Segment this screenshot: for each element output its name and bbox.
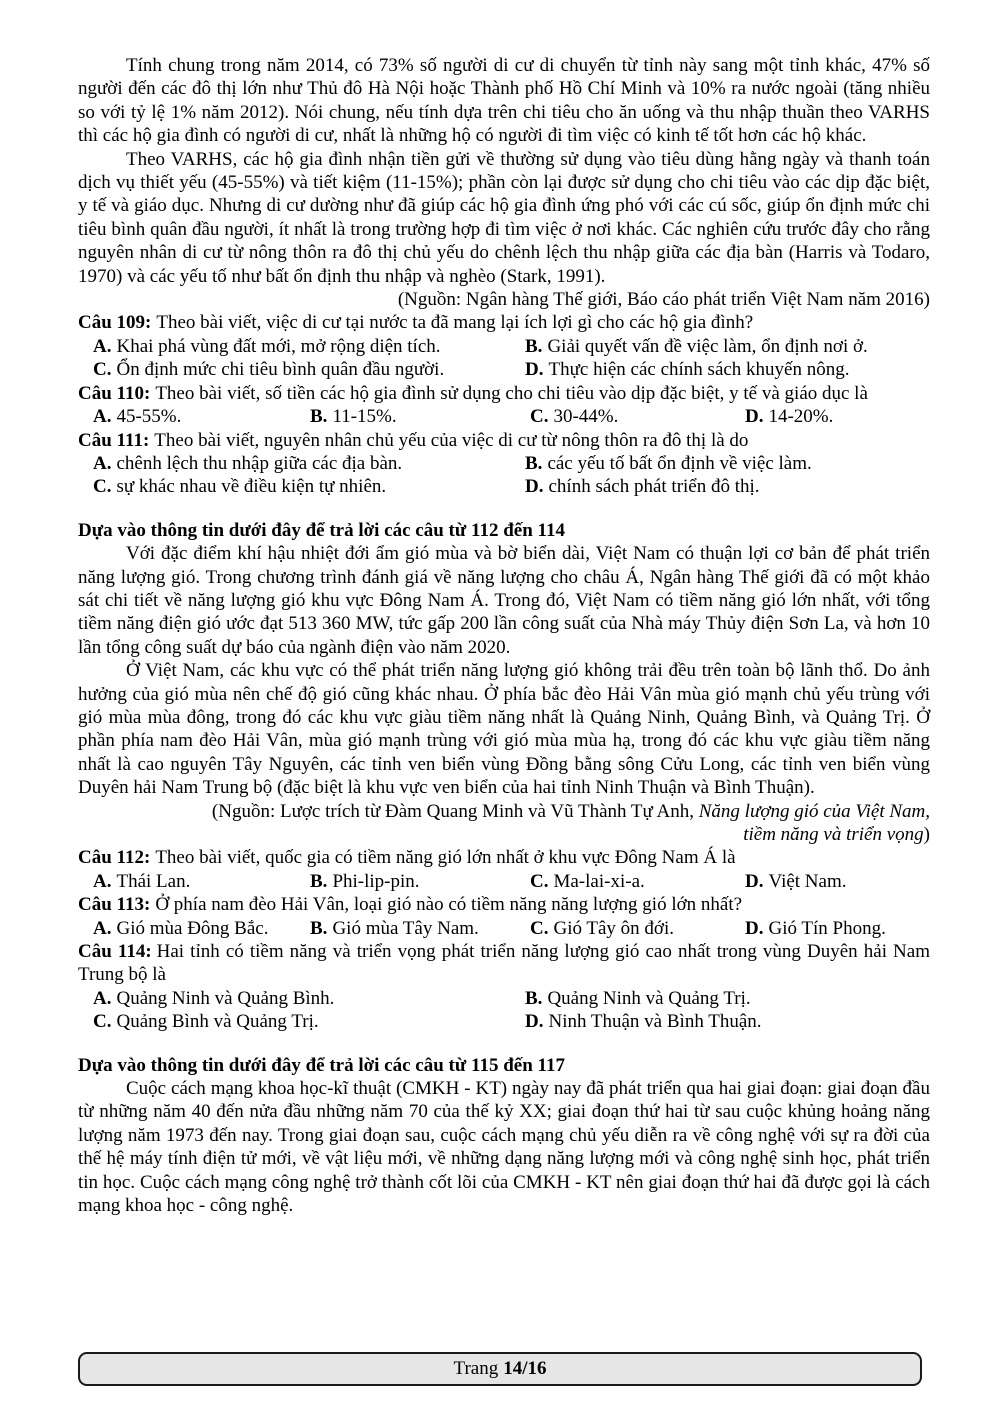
option-112-c-text: Ma-lai-xi-a. bbox=[553, 870, 645, 892]
option-110-d-text: 14-20%. bbox=[768, 406, 834, 428]
option-110-c-letter: C. bbox=[530, 406, 549, 428]
option-113-d-text: Gió Tín Phong. bbox=[768, 917, 886, 939]
option-114-b bbox=[525, 987, 930, 1010]
passage-wind-paragraph-2: Ở Việt Nam, các khu vực có thể phát triển năng lượng gió không trải đều trên toàn bộ lãnh thổ. Do ảnh hưởng của gió mùa nên chế độ gió cũng khác nhau. Ở phía bắc đèo Hải Vân mùa gió mạnh chủ yếu trùng với gió mùa mùa đông, trong đó các khu vực giàu tiềm năng nhất là Quảng Ninh, Quảng Bình, và Quảng Trị. Ở phần phía nam đèo Hải Vân, mùa gió mạnh trùng với gió mùa mùa hạ, trong đó các khu vực giàu tiềm năng nhất là cao nguyên Tây Nguyên, các tỉnh ven biển vùng Đồng bằng sông Cửu Long, các tỉnh ven biển vùng Duyên hải Nam Trung bộ (đặc biệt là khu vực ven biển của hai tỉnh Ninh Thuận và Bình Thuận). bbox=[78, 660, 930, 799]
question-114-text: Hai tỉnh có tiềm năng và triển vọng phát triển năng lượng gió cao nhất trong vùng Duyên hải Nam Trung bộ là bbox=[78, 941, 930, 986]
option-113-d bbox=[745, 917, 930, 940]
option-114-c-text: Quảng Bình và Quảng Trị. bbox=[116, 1011, 319, 1033]
option-114-b-letter: B. bbox=[525, 987, 543, 1009]
option-112-a-text: Thái Lan. bbox=[116, 870, 191, 892]
passage-migration-paragraph-1: Tính chung trong năm 2014, có 73% số người di cư di chuyển từ tỉnh này sang một tỉnh khác, 47% số người đến các đô thị lớn như Thủ đô Hà Nội hoặc Thành phố Hồ Chí Minh và 10% ra nước ngoài (tăng nhiều so với tỷ lệ 1% năm 2012). Nói chung, nếu tính dựa trên chi tiêu cho ăn uống và thu nhập thuần theo VARHS thì các hộ gia đình có người di cư, nhất là những hộ có người đi tìm việc có kinh tế tốt hơn các hộ khác. bbox=[78, 55, 930, 147]
option-109-d bbox=[525, 358, 930, 381]
passage-wind-source-title-part-2: tiềm năng và triển vọng bbox=[743, 824, 924, 845]
question-112-label: Câu 112: bbox=[78, 847, 151, 869]
option-113-a-text: Gió mùa Đông Bắc. bbox=[116, 917, 269, 939]
option-112-a-letter: A. bbox=[93, 870, 112, 892]
option-109-b bbox=[525, 335, 930, 358]
question-112-options bbox=[78, 870, 930, 893]
question-110 bbox=[78, 382, 930, 405]
question-113-text: Ở phía nam đèo Hải Vân, loại gió nào có tiềm năng năng lượng gió lớn nhất? bbox=[155, 894, 743, 916]
page-footer-prefix: Trang bbox=[453, 1358, 499, 1380]
option-110-d-letter: D. bbox=[745, 406, 764, 428]
passage-science-paragraph-1: Cuộc cách mạng khoa học-kĩ thuật (CMKH - KT) ngày nay đã phát triển qua hai giai đoạn: giai đoạn đầu từ những năm 40 đến nửa đầu những năm 70 của thế kỷ XX; giai đoạn thứ hai từ sau cuộc khủng hoảng năng lượng năm 1973 đến nay. Trong giai đoạn sau, cuộc cách mạng chủ yếu diễn ra về công nghệ với sự ra đời của thế hệ máy tính điện tử mới, về vật liệu mới, về những dạng năng lượng mới và công nghệ sinh học, phát triển tin học. Cuộc cách mạng công nghệ trở thành cốt lõi của CMKH - KT nên giai đoạn thứ hai đã được gọi là cách mạng khoa học - công nghệ. bbox=[78, 1078, 930, 1217]
question-114-label: Câu 114: bbox=[78, 941, 152, 963]
option-111-a bbox=[93, 452, 525, 475]
option-109-a-text: Khai phá vùng đất mới, mở rộng diện tích. bbox=[116, 335, 441, 357]
passage-wind-source-suffix: ) bbox=[923, 824, 930, 845]
question-111 bbox=[78, 429, 930, 452]
option-109-b-letter: B. bbox=[525, 335, 543, 357]
passage-wind-source-line-1 bbox=[78, 800, 930, 823]
passage-migration-source: (Nguồn: Ngân hàng Thế giới, Báo cáo phát triển Việt Nam năm 2016) bbox=[397, 289, 930, 311]
option-111-d bbox=[525, 475, 930, 498]
option-110-c bbox=[530, 405, 745, 428]
option-113-a-letter: A. bbox=[93, 917, 112, 939]
section-wind-heading: Dựa vào thông tin dưới đây để trả lời các câu từ 112 đến 114 bbox=[78, 519, 565, 541]
question-109-text: Theo bài viết, việc di cư tại nước ta đã mang lại ích lợi gì cho các hộ gia đình? bbox=[156, 312, 754, 334]
passage-wind-source-prefix: (Nguồn: Lược trích từ Đàm Quang Minh và Vũ Thành Tự Anh, bbox=[211, 800, 699, 822]
option-113-c bbox=[530, 917, 745, 940]
question-109-options bbox=[78, 335, 930, 382]
option-109-b-text: Giải quyết vấn đề việc làm, ổn định nơi ở. bbox=[547, 335, 868, 357]
option-114-c-letter: C. bbox=[93, 1011, 112, 1033]
option-109-c-letter: C. bbox=[93, 359, 112, 381]
option-113-c-letter: C. bbox=[530, 917, 549, 939]
option-110-b bbox=[310, 405, 530, 428]
option-114-d bbox=[525, 1010, 930, 1033]
option-111-c bbox=[93, 475, 525, 498]
option-113-d-letter: D. bbox=[745, 917, 764, 939]
option-114-b-text: Quảng Ninh và Quảng Trị. bbox=[547, 987, 751, 1009]
option-114-c bbox=[93, 1010, 525, 1033]
option-111-b-text: các yếu tố bất ổn định về việc làm. bbox=[547, 452, 812, 474]
option-112-c-letter: C. bbox=[530, 870, 549, 892]
page-number: 14/16 bbox=[503, 1358, 547, 1380]
passage-wind-paragraph-1: Với đặc điểm khí hậu nhiệt đới ẩm gió mùa và bờ biển dài, Việt Nam có thuận lợi cơ bản để phát triển năng lượng gió. Trong chương trình đánh giá về năng lượng cho châu Á, Ngân hàng Thế giới đã có một khảo sát chi tiết về năng lượng gió khu vực Đông Nam Á. Trong đó, Việt Nam có tiềm năng gió lớn nhất, với tổng tiềm năng điện gió ước đạt 513 360 MW, tức gấp 200 lần công suất của Nhà máy Thủy điện Sơn La, và hơn 10 lần tổng công suất dự báo của ngành điện vào năm 2020. bbox=[78, 543, 930, 658]
option-109-a bbox=[93, 335, 525, 358]
option-110-a-text: 45-55%. bbox=[116, 406, 182, 428]
option-113-b bbox=[310, 917, 530, 940]
question-111-text: Theo bài viết, nguyên nhân chủ yếu của việc di cư từ nông thôn ra đô thị là do bbox=[154, 429, 749, 451]
question-113-label: Câu 113: bbox=[78, 894, 151, 916]
option-113-c-text: Gió Tây ôn đới. bbox=[553, 917, 675, 939]
option-112-b bbox=[310, 870, 530, 893]
option-112-d-letter: D. bbox=[745, 870, 764, 892]
passage-wind-source-line-2 bbox=[78, 823, 930, 846]
option-111-a-letter: A. bbox=[93, 452, 112, 474]
option-111-c-letter: C. bbox=[93, 476, 112, 498]
option-114-a bbox=[93, 987, 525, 1010]
option-112-b-letter: B. bbox=[310, 870, 328, 892]
option-113-a bbox=[93, 917, 310, 940]
question-114-options bbox=[78, 987, 930, 1034]
option-113-b-letter: B. bbox=[310, 917, 328, 939]
question-110-text: Theo bài viết, số tiền các hộ gia đình sử dụng cho chi tiêu vào dịp đặc biệt, y tế và giáo dục là bbox=[155, 382, 868, 404]
option-114-d-letter: D. bbox=[525, 1011, 544, 1033]
question-111-label: Câu 111: bbox=[78, 429, 150, 451]
option-111-c-text: sự khác nhau về điều kiện tự nhiên. bbox=[116, 476, 387, 498]
question-112-text: Theo bài viết, quốc gia có tiềm năng gió lớn nhất ở khu vực Đông Nam Á là bbox=[155, 847, 736, 869]
question-112 bbox=[78, 846, 930, 869]
option-111-b-letter: B. bbox=[525, 452, 543, 474]
page-footer bbox=[78, 1352, 922, 1386]
section-science-heading: Dựa vào thông tin dưới đây để trả lời các câu từ 115 đến 117 bbox=[78, 1054, 565, 1076]
option-111-a-text: chênh lệch thu nhập giữa các địa bàn. bbox=[116, 452, 403, 474]
option-114-d-text: Ninh Thuận và Bình Thuận. bbox=[548, 1011, 762, 1033]
option-111-d-text: chính sách phát triển đô thị. bbox=[548, 476, 760, 498]
option-110-a bbox=[93, 405, 310, 428]
option-112-d bbox=[745, 870, 930, 893]
option-111-b bbox=[525, 452, 930, 475]
question-111-options bbox=[78, 452, 930, 499]
option-110-b-text: 11-15%. bbox=[332, 406, 397, 428]
option-112-b-text: Phi-lip-pin. bbox=[332, 870, 420, 892]
option-111-d-letter: D. bbox=[525, 476, 544, 498]
option-113-b-text: Gió mùa Tây Nam. bbox=[332, 917, 479, 939]
option-109-d-text: Thực hiện các chính sách khuyến nông. bbox=[548, 359, 850, 381]
option-109-d-letter: D. bbox=[525, 359, 544, 381]
question-110-options bbox=[78, 405, 930, 428]
option-110-c-text: 30-44%. bbox=[553, 406, 619, 428]
question-109-label: Câu 109: bbox=[78, 312, 152, 334]
option-110-b-letter: B. bbox=[310, 406, 328, 428]
passage-wind-source-title-part-1: Năng lượng gió của Việt Nam, bbox=[698, 800, 930, 822]
option-110-a-letter: A. bbox=[93, 406, 112, 428]
question-113-options bbox=[78, 917, 930, 940]
option-110-d bbox=[745, 405, 930, 428]
question-109 bbox=[78, 311, 930, 334]
option-109-c-text: Ổn định mức chi tiêu bình quân đầu người. bbox=[116, 359, 445, 381]
option-112-a bbox=[93, 870, 310, 893]
option-114-a-letter: A. bbox=[93, 987, 112, 1009]
option-112-c bbox=[530, 870, 745, 893]
question-113 bbox=[78, 893, 930, 916]
passage-migration-paragraph-2: Theo VARHS, các hộ gia đình nhận tiền gửi về thường sử dụng vào tiêu dùng hằng ngày và thanh toán dịch vụ thiết yếu (45-55%) và tiết kiệm (11-15%); phần còn lại được sử dụng cho chi tiêu vào các dịp đặc biệt, y tế và giáo dục. Nhưng di cư dường như đã giúp các hộ gia đình ứng phó với các cú sốc, giúp ổn định mức chi tiêu bình quân đầu người, ít nhất là trong trường hợp đi tìm việc ở nơi khác. Các nghiên cứu trước đây cho rằng nguyên nhân di cư từ nông thôn ra đô thị chủ yếu do chênh lệch thu nhập giữa các địa bàn (Harris và Todaro, 1970) và các yếu tố như bất ổn định thu nhập và nghèo (Stark, 1991). bbox=[78, 148, 930, 287]
question-114 bbox=[78, 940, 930, 987]
option-112-d-text: Việt Nam. bbox=[768, 870, 847, 892]
question-110-label: Câu 110: bbox=[78, 382, 151, 404]
option-109-c bbox=[93, 358, 525, 381]
option-109-a-letter: A. bbox=[93, 335, 112, 357]
option-114-a-text: Quảng Ninh và Quảng Bình. bbox=[116, 987, 335, 1009]
